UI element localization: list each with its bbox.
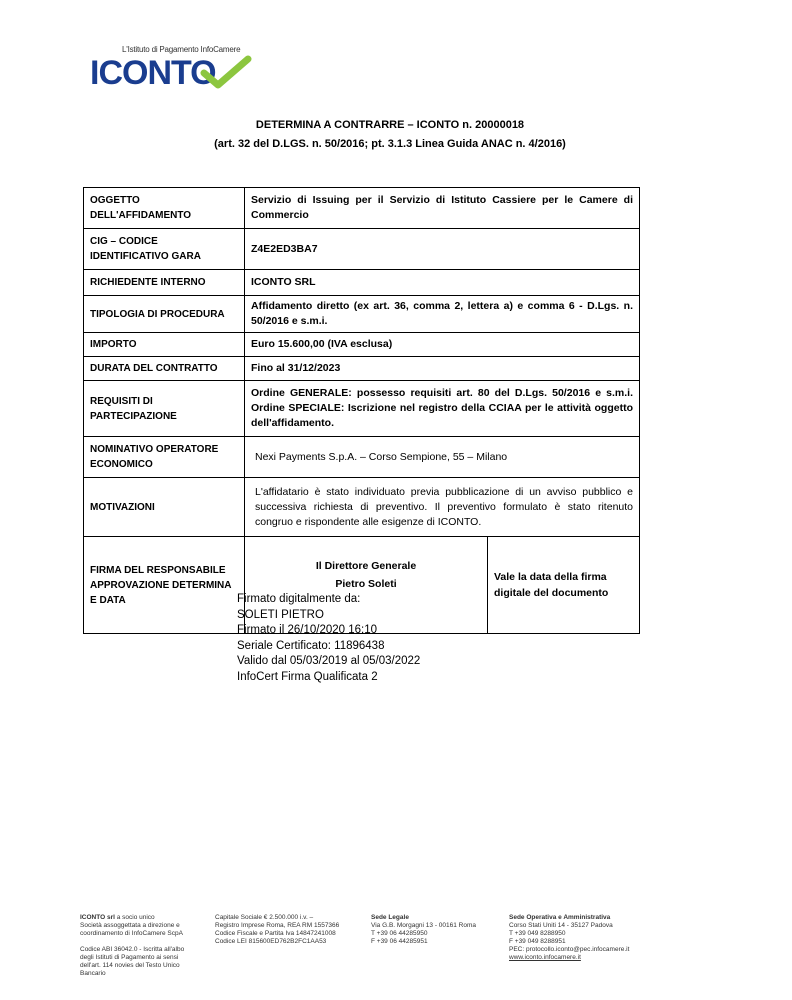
requisiti-label: REQUISITI DI PARTECIPAZIONE <box>84 381 245 437</box>
importo-label: IMPORTO <box>84 333 245 357</box>
footer-text: Via G.B. Morgagni 13 - 00161 Roma <box>371 922 477 929</box>
footer-company-info <box>80 914 200 978</box>
footer-text: Codice ABI 36042.0 - Iscritta all'albo <box>80 946 185 953</box>
cig-label: CIG – CODICE IDENTIFICATIVO GARA <box>84 229 245 270</box>
tipologia-label: TIPOLOGIA DI PROCEDURA <box>84 296 245 333</box>
oggetto-value: Servizio di Issuing per il Servizio di Istituto Cassiere per le Camere di Commercio <box>245 188 640 229</box>
footer-text: dell'art. 114 novies del Testo Unico <box>80 962 180 969</box>
logo-wordmark: ICONTO <box>90 54 216 92</box>
website-link[interactable]: www.iconto.infocamere.it <box>509 954 581 961</box>
checkmark-icon <box>200 55 252 91</box>
logo-tagline: L'Istituto di Pagamento InfoCamere <box>122 45 241 54</box>
firma-note: Vale la data della firma digitale del documento <box>494 571 609 599</box>
footer-text: Corso Stati Uniti 14 - 35127 Padova <box>509 922 613 929</box>
footer-text: Codice LEI 815600ED762B2FC1AA53 <box>215 938 327 945</box>
footer-text: F +39 06 44285951 <box>371 938 428 945</box>
signature-line: Valido dal 05/03/2019 al 05/03/2022 <box>237 655 421 667</box>
cig-value: Z4E2ED3BA7 <box>245 229 640 270</box>
richiedente-value: ICONTO SRL <box>245 270 640 296</box>
footer-heading: Sede Legale <box>371 914 409 921</box>
durata-value: Fino al 31/12/2023 <box>245 357 640 381</box>
signature-line: InfoCert Firma Qualificata 2 <box>237 670 378 683</box>
footer-text: T +39 049 8288950 <box>509 930 566 937</box>
signature-line: Firmato digitalmente da: <box>237 593 361 605</box>
signature-line: SOLETI PIETRO <box>237 608 324 621</box>
footer-text: Bancario <box>80 970 106 977</box>
table-row <box>84 437 640 478</box>
nominativo-label: NOMINATIVO OPERATORE ECONOMICO <box>84 437 245 478</box>
footer-text: a socio unico <box>114 914 155 921</box>
durata-label: DURATA DEL CONTRATTO <box>84 357 245 381</box>
table-row <box>84 333 640 357</box>
footer-text: Registro Imprese Roma, REA RM 1557366 <box>215 922 340 929</box>
motivazioni-label: MOTIVAZIONI <box>84 478 245 537</box>
footer-sede-operativa <box>509 914 659 962</box>
footer-text: Codice Fiscale e Partita Iva 14847241008 <box>215 930 336 937</box>
table-row <box>84 478 640 537</box>
table-row <box>84 229 640 270</box>
firma-label: FIRMA DEL RESPONSABILE APPROVAZIONE DETERMINA E DATA <box>84 537 245 634</box>
firma-role: Il Direttore Generale <box>315 560 417 572</box>
footer-registry-info <box>215 914 360 946</box>
richiedente-label: RICHIEDENTE INTERNO <box>84 270 245 296</box>
table-row <box>84 296 640 333</box>
requisiti-value: Ordine GENERALE: possesso requisiti art. 80 del D.Lgs. 50/2016 e s.m.i. Ordine SPECIALE: Iscrizione nel registro della CCIAA per le attività oggetto dell'affidamento. <box>245 381 640 437</box>
footer-text: degli Istituti di Pagamento ai sensi <box>80 954 179 961</box>
table-row <box>84 270 640 296</box>
table-row <box>84 357 640 381</box>
footer-text: Società assoggettata a direzione e <box>80 922 180 929</box>
footer-heading: Sede Operativa e Amministrativa <box>509 914 611 921</box>
document-subtitle: (art. 32 del D.LGS. n. 50/2016; pt. 3.1.3 Linea Guida ANAC n. 4/2016) <box>214 138 566 150</box>
footer-text: PEC: protocollo.iconto@pec.infocamere.it <box>509 946 630 953</box>
footer-text: coordinamento di InfoCamere ScpA <box>80 930 183 937</box>
nominativo-value: Nexi Payments S.p.A. – Corso Sempione, 55 – Milano <box>245 437 640 478</box>
document-title: DETERMINA A CONTRARRE – ICONTO n. 20000018 <box>255 119 525 131</box>
firma-name: Pietro Soleti <box>335 578 397 590</box>
footer-text: T +39 06 44285950 <box>371 930 428 937</box>
digital-signature-stamp <box>237 592 420 685</box>
footer-text: F +39 049 8288951 <box>509 938 566 945</box>
footer-brand: ICONTO srl <box>80 914 115 921</box>
footer-text: Capitale Sociale € 2.500.000 i.v. – <box>215 914 314 921</box>
footer-sede-legale <box>371 914 501 946</box>
importo-value: Euro 15.600,00 (IVA esclusa) <box>245 333 640 357</box>
tipologia-value: Affidamento diretto (ex art. 36, comma 2, lettera a) e comma 6 - D.Lgs. n. 50/2016 e s.m.i. <box>245 296 640 333</box>
determina-table <box>83 187 640 634</box>
signature-line: Firmato il 26/10/2020 16:10 <box>237 624 378 636</box>
table-row <box>84 381 640 437</box>
table-row <box>84 188 640 229</box>
signature-line: Seriale Certificato: 11896438 <box>237 639 385 652</box>
oggetto-label: OGGETTO DELL'AFFIDAMENTO <box>84 188 245 229</box>
motivazioni-value: L'affidatario è stato individuato previa pubblicazione di un avviso pubblico e successiva richiesta di preventivo. Il preventivo formulato è stato ritenuto congruo e rispondente alle esigenze di ICONTO. <box>245 478 640 537</box>
